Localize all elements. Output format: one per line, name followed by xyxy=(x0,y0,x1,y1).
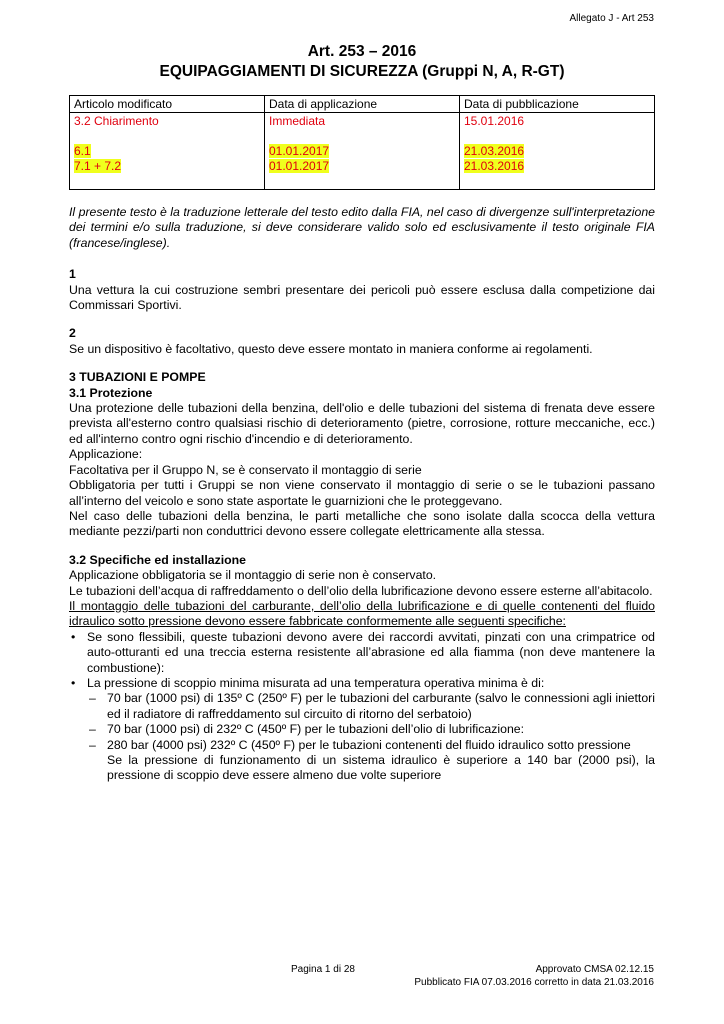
section-3-2-paragraph: Applicazione obbligatoria se il montaggio di serie non è conservato. xyxy=(69,568,437,583)
list-item: – 70 bar (1000 psi) di 135º C (250º F) per le tubazioni del carburante (salvo le connessioni agli iniettori ed il radiatore di raffreddamento sul circuito di ritorno del serbatoio) xyxy=(87,691,655,722)
article-value: 7.1 + 7.2 xyxy=(74,159,122,173)
section-3-1-paragraph: Nel caso delle tubazioni della benzina, le parti metalliche che sono isolate dalla scocca della vettura mediante pezzi/parti non conduttrici devono essere collegate elettricamente alla stessa. xyxy=(69,508,655,539)
footer-approval xyxy=(414,963,654,989)
section-1-text: Una vettura la cui costruzione sembri presentare dei pericoli può essere esclusa dalla competizione dai Commissari Sportivi. xyxy=(69,282,655,313)
approval-date: Approvato CMSA 02.12.15 xyxy=(535,964,654,975)
hydraulic-pressure-note: Se la pressione di funzionamento di un sistema idraulico è superiore a 140 bar (2000 psi), la pressione di scoppio deve essere almeno due volte superiore xyxy=(107,753,655,783)
publication-date-value: 15.01.2016 xyxy=(464,114,525,128)
publication-info: Pubblicato FIA 07.03.2016 corretto in data 21.03.2016 xyxy=(414,977,654,988)
page-number: Pagina 1 di 28 xyxy=(291,964,355,975)
publication-date-cell xyxy=(460,113,655,190)
list-item-text: La pressione di scoppio minima misurata ad una temperatura operativa minima è di: xyxy=(87,675,545,690)
table-header-row xyxy=(70,96,655,113)
section-3-1-paragraph: Obbligatoria per tutti i Gruppi se non viene conservato il montaggio di serie o se le tubazioni passano all’interno del veicolo e sono state asportate le guarnizioni che le proteggevano. xyxy=(69,478,655,508)
table-row xyxy=(70,113,655,190)
section-3-1-paragraph: Applicazione: xyxy=(69,447,143,462)
article-subtitle: EQUIPAGGIAMENTI DI SICUREZZA (Gruppi N, A, R-GT) xyxy=(159,63,565,80)
article-value: 3.2 Chiarimento xyxy=(74,114,159,128)
section-3-2-paragraph: Le tubazioni dell’acqua di raffreddamento o dell’olio della lubrificazione devono essere esterne all’abitacolo. xyxy=(69,583,653,598)
article-value: 6.1 xyxy=(74,144,91,158)
list-item: – 280 bar (4000 psi) 232º C (450º F) per le tubazioni contenenti del fluido idraulico sotto pressione xyxy=(87,738,655,753)
burst-pressure-list xyxy=(87,691,655,753)
section-3-heading: 3 TUBAZIONI E POMPE xyxy=(69,370,206,385)
translation-disclaimer: Il presente testo è la traduzione letterale del testo edito dalla FIA, nel caso di divergenze sull'interpretazione dei termini e/o sulla traduzione, si deve considerare valido solo ed esclusivamente il testo originale FIA (francese/inglese). xyxy=(69,205,655,250)
application-date-value: Immediata xyxy=(269,114,326,128)
section-2-number: 2 xyxy=(69,326,76,341)
publication-date-value: 21.03.2016 xyxy=(464,159,525,173)
changes-table xyxy=(69,95,655,190)
section-3-2-heading: 3.2 Specifiche ed installazione xyxy=(69,552,247,567)
application-date-value: 01.01.2017 xyxy=(269,144,330,158)
application-date-value: 01.01.2017 xyxy=(269,159,330,173)
section-3-1-heading: 3.1 Protezione xyxy=(69,385,153,400)
column-header-publication-date: Data di pubblicazione xyxy=(460,96,655,113)
document-body xyxy=(69,205,655,784)
list-item: – 70 bar (1000 psi) di 232º C (450º F) per le tubazioni dell’olio di lubrificazione: xyxy=(87,722,655,737)
column-header-article: Articolo modificato xyxy=(70,96,265,113)
section-3-2-specifications-intro: Il montaggio delle tubazioni del carburante, dell’olio della lubrificazione e di quelle contenenti del fluido idraulico sotto pressione devono essere fabbricate conformemente alle seguenti specifiche: xyxy=(69,598,655,629)
list-item: • Se sono flessibili, queste tubazioni devono avere dei raccordi avvitati, pinzati con una crimpatrice od auto-otturanti ed una treccia esterna resistente all’abrasione ed alla fiamma (non deve mantenere la combustione): xyxy=(69,630,655,676)
section-2-text: Se un dispositivo è facoltativo, questo deve essere montato in maniera conforme ai regolamenti. xyxy=(69,341,593,356)
annex-reference: Allegato J - Art 253 xyxy=(569,13,654,24)
section-1-number: 1 xyxy=(69,267,76,282)
publication-date-value: 21.03.2016 xyxy=(464,144,525,158)
application-date-cell xyxy=(265,113,460,190)
section-3-1-paragraph: Facoltativa per il Gruppo N, se è conservato il montaggio di serie xyxy=(69,462,422,477)
section-3-1-paragraph: Una protezione delle tubazioni della benzina, dell'olio e delle tubazioni del sistema di frenata deve essere prevista all'esterno contro qualsiasi rischio di deterioramento (pietre, corrosione, rotture meccaniche, ecc.) ed all'interno contro ogni rischio d'incendio e di deterioramento. xyxy=(69,401,655,446)
list-item xyxy=(69,676,655,784)
article-title: Art. 253 – 2016 xyxy=(307,43,417,60)
specifications-list xyxy=(69,630,655,784)
column-header-application-date: Data di applicazione xyxy=(265,96,460,113)
article-cell xyxy=(70,113,265,190)
